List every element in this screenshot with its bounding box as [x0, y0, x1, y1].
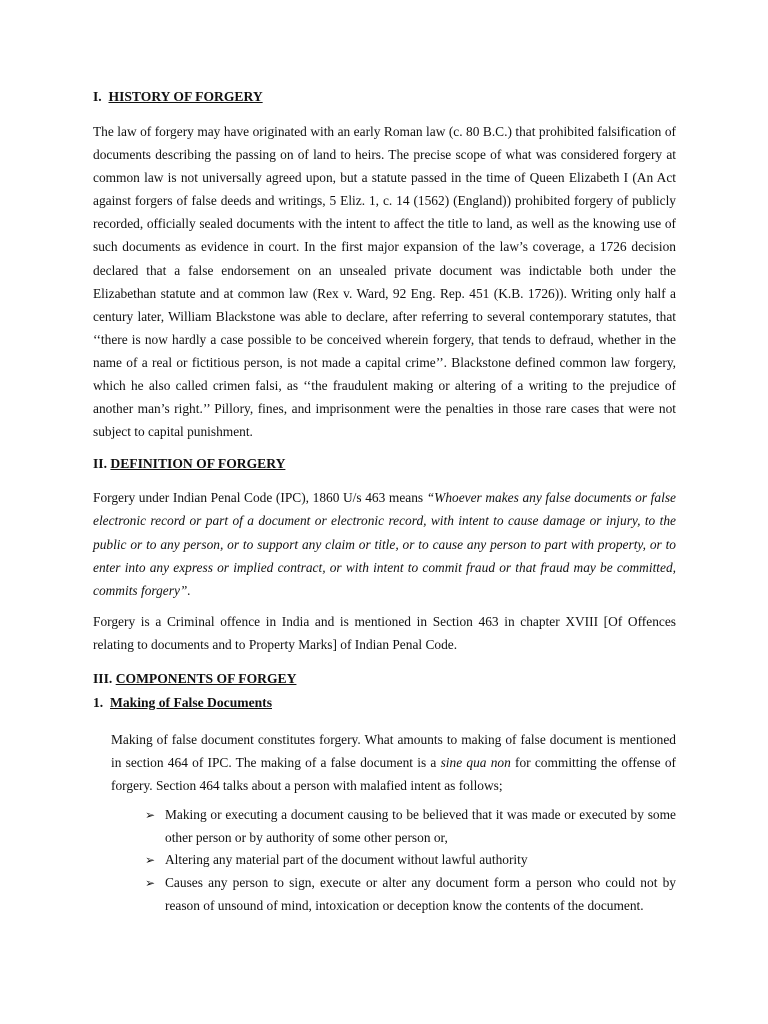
list-item: [145, 804, 676, 849]
arrow-bullet-icon: ➢: [145, 853, 156, 868]
arrow-bullet-icon: ➢: [145, 808, 156, 823]
list-item: [145, 872, 676, 917]
definition-paragraph: [93, 486, 676, 601]
section-heading-components: [93, 668, 676, 690]
list-item-text: Making or executing a document causing to be believed that it was made or executed by some other person or by authority of some other person or,: [165, 807, 676, 845]
section-title: HISTORY OF FORGERY: [108, 89, 263, 104]
list-item: [145, 849, 676, 872]
making-paragraph: [111, 728, 676, 797]
definition-quote: “Whoever makes any false documents or false electronic record or part of a document or electronic record, with intent to cause damage or injury, to the public or to any person, or to support any claim or title, or to cause any person to part with property, or to enter into any express or implied contract, or with intent to commit fraud or that fraud may be committed, commits forgery”.: [93, 490, 676, 598]
list-item-text: Altering any material part of the document without lawful authority: [165, 852, 528, 868]
section-heading-history: [93, 86, 676, 108]
list-item-text: Causes any person to sign, execute or alter any document form a person who could not by reason of unsound of mind, intoxication or deception know the contents of the document.: [165, 875, 676, 913]
making-italic: sine qua non: [440, 755, 511, 771]
subsection-number: 1.: [93, 694, 104, 710]
definition-paragraph-2: Forgery is a Criminal offence in India and is mentioned in Section 463 in chapter XVIII [Of Offences relating to documents and to Property Marks] of Indian Penal Code.: [93, 613, 676, 652]
subsection-heading-making: [93, 692, 676, 714]
definition-intro: Forgery under Indian Penal Code (IPC), 1860 U/s 463 means: [93, 490, 424, 506]
making-text-2: for committing the offense of forgery. Section 464 talks about a person with malafied intent as follows;: [111, 755, 676, 794]
subsection-body: [111, 728, 676, 917]
section-number: III.: [93, 670, 113, 686]
section-number: II.: [93, 456, 107, 472]
section-title: DEFINITION OF FORGERY: [110, 456, 286, 472]
bullet-list: [111, 804, 676, 917]
section-title: COMPONENTS OF FORGEY: [115, 670, 297, 686]
section-heading-definition: [93, 453, 676, 475]
subsection-title: Making of False Documents: [110, 694, 272, 710]
history-paragraph: The law of forgery may have originated with an early Roman law (c. 80 B.C.) that prohibited falsification of documents describing the passing on of land to heirs. The precise scope of what was considered forgery at common law is not universally agreed upon, but a statute passed in the time of Queen Elizabeth I (An Act against forgers of false deeds and writings, 5 Eliz. 1, c. 14 (1562) (England)) prohibited forgery of publicly recorded, officially sealed documents with the intent to affect the title to land, as well as the knowing use of such documents as evidence in court. In the first major expansion of the law’s coverage, a 1726 decision declared that a false endorsement on an unsealed private document was indictable both under the Elizabethan statute and at common law (Rex v. Ward, 92 Eng. Rep. 451 (K.B. 1726)). Writing only half a century later, William Blackstone was able to declare, after referring to several contemporary statutes, that ‘‘there is now hardly a case possible to be conceived wherein forgery, that tends to defraud, whether in the name of a real or fictitious person, is not made a capital crime’’. Blackstone defined common law forgery, which he also called crimen falsi, as ‘‘the fraudulent making or altering of a writing to the prejudice of another man’s right.’’ Pillory, fines, and imprisonment were the penalties in those rare cases that were not subject to capital punishment.: [93, 124, 676, 440]
making-text-1: Making of false document constitutes forgery. What amounts to making of false document is mentioned in section 464 of IPC. The making of a false document is a: [111, 731, 676, 771]
section-number: I.: [93, 89, 102, 104]
arrow-bullet-icon: ➢: [145, 876, 156, 891]
